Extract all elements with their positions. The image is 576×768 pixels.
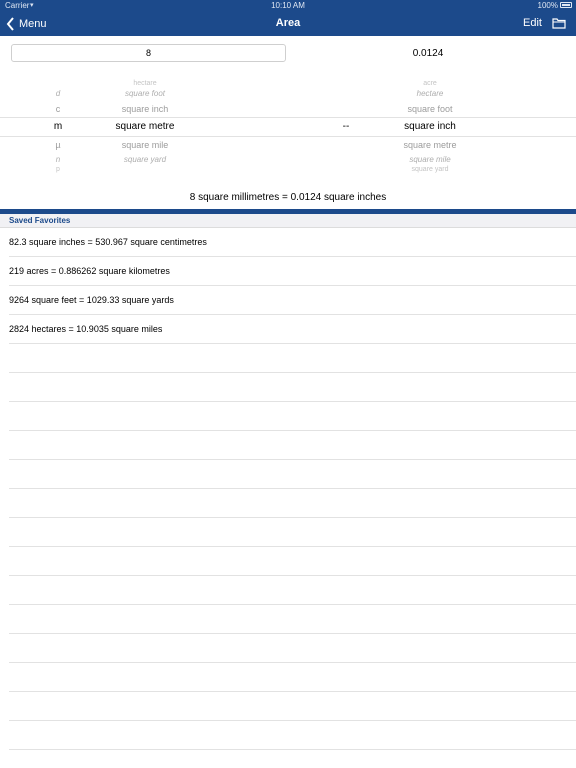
empty-row <box>9 721 576 750</box>
folder-button[interactable] <box>552 16 566 34</box>
to-unit-option[interactable]: square yard <box>411 166 449 173</box>
selected-from-unit[interactable]: square metre <box>115 121 175 132</box>
navigation-bar <box>0 11 576 36</box>
result-value: 0.0124 <box>412 48 444 59</box>
conversion-summary: 8 square millimetres = 0.0124 square inches <box>189 192 387 203</box>
favorite-item[interactable]: 2824 hectares = 10.9035 square miles <box>9 315 576 344</box>
to-unit-option[interactable]: square mile <box>409 155 451 164</box>
value-input[interactable]: 8 <box>11 44 286 62</box>
empty-row <box>9 344 576 373</box>
empty-row <box>9 489 576 518</box>
to-unit-option[interactable]: square metre <box>403 140 457 150</box>
empty-row <box>9 605 576 634</box>
prefix-option[interactable]: µ <box>55 140 61 150</box>
from-unit-option[interactable]: square mile <box>121 140 169 150</box>
battery-percent: 100% <box>537 1 558 10</box>
empty-row <box>9 518 576 547</box>
from-unit-option[interactable]: hectare <box>133 80 157 87</box>
favorites-list <box>0 228 576 750</box>
empty-row <box>9 460 576 489</box>
to-unit-option[interactable]: acre <box>423 80 437 87</box>
wifi-icon: ▾ <box>30 2 34 9</box>
empty-row <box>9 431 576 460</box>
prefix-option[interactable]: p <box>56 166 60 173</box>
selection-line-bottom <box>0 136 576 137</box>
favorites-header-label: Saved Favorites <box>9 216 71 225</box>
empty-row <box>9 373 576 402</box>
prefix-option[interactable]: d <box>55 89 61 98</box>
unit-picker[interactable] <box>0 76 576 176</box>
prefix-option[interactable]: c <box>55 104 61 114</box>
selected-to-unit[interactable]: square inch <box>404 121 456 132</box>
from-unit-option[interactable]: square foot <box>124 89 166 98</box>
favorites-header <box>0 214 576 228</box>
selected-separator: -- <box>342 121 350 132</box>
empty-row <box>9 402 576 431</box>
favorite-item[interactable]: 219 acres = 0.886262 square kilometres <box>9 257 576 286</box>
from-unit-option[interactable]: square yard <box>123 155 167 164</box>
empty-row <box>9 692 576 721</box>
empty-row <box>9 634 576 663</box>
selection-line-top <box>0 117 576 118</box>
status-bar <box>0 0 576 11</box>
edit-button[interactable]: Edit <box>523 17 542 29</box>
prefix-option[interactable]: n <box>55 155 61 164</box>
page-title: Area <box>275 17 301 29</box>
empty-row <box>9 576 576 605</box>
favorite-item[interactable]: 9264 square feet = 1029.33 square yards <box>9 286 576 315</box>
top-bar <box>0 0 576 36</box>
from-unit-option[interactable]: square inch <box>121 104 169 114</box>
carrier-label: Carrier <box>5 1 30 10</box>
back-label: Menu <box>19 18 47 30</box>
folder-icon <box>552 17 566 29</box>
battery-icon <box>560 2 572 8</box>
favorite-item[interactable]: 82.3 square inches = 530.967 square centimetres <box>9 228 576 257</box>
to-unit-option[interactable]: hectare <box>416 89 444 98</box>
selected-prefix[interactable]: m <box>53 121 63 132</box>
to-unit-option[interactable]: square foot <box>407 104 453 114</box>
empty-row <box>9 663 576 692</box>
status-time: 10:10 AM <box>271 1 305 10</box>
empty-row <box>9 547 576 576</box>
